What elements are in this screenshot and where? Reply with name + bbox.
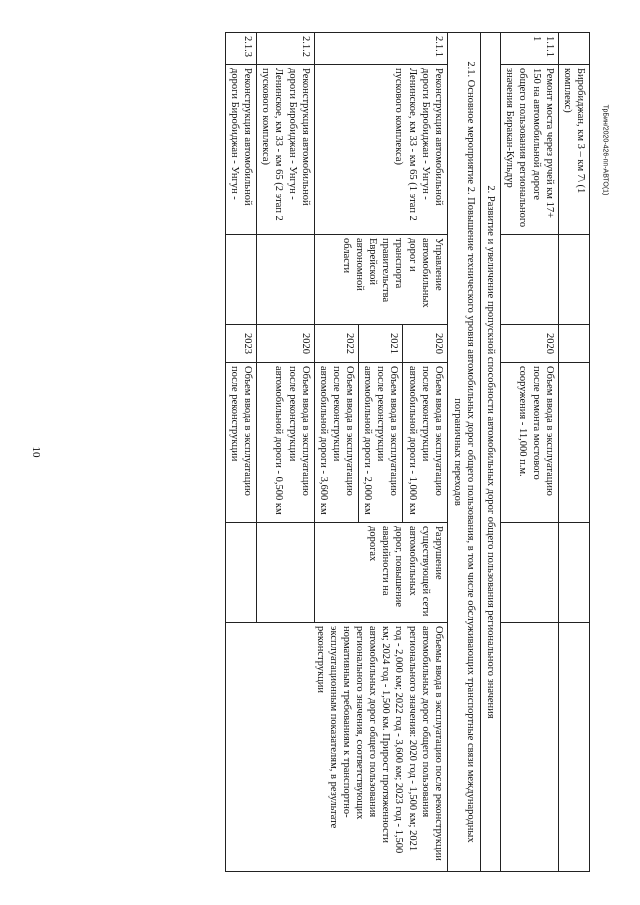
row-year: 2022 xyxy=(314,325,358,363)
row-name: Биробиджан, км 3 – км 7\ (1 комплекс) xyxy=(558,65,589,235)
table-row xyxy=(558,33,589,872)
row-name: Реконструкция автомобильной дороги Биробиджан - Унгун - Ленинское, км 33 - км 65 (2 этап 2 пускового комплекса) xyxy=(257,65,315,235)
row-code: 2.1.2 xyxy=(257,33,315,65)
row-consequence: Разрушение существующей сети автомобильных дорог, повышение аварийности на дорогах xyxy=(314,523,447,623)
row-indicator: Объем ввода в эксплуатацию после реконструкции xyxy=(226,363,257,523)
row-indicator: Объем ввода в эксплуатацию после реконструкции автомобильной дороги - 2,000 км xyxy=(359,363,403,523)
section-row xyxy=(447,33,480,872)
row-indicator: Объем ввода в эксплуатацию после ремонта мостового сооружения - 11,000 п.м. xyxy=(501,363,559,523)
row-year: 2020 xyxy=(403,325,447,363)
row-indicator: Объем ввода в эксплуатацию после реконструкции автомобильной дороги - 3,600 км xyxy=(314,363,358,523)
row-indicator: Объем ввода в эксплуатацию после реконструкции автомобильной дороги - 0,500 км xyxy=(257,363,315,523)
row-code: 1.1.11 xyxy=(501,33,559,65)
row-code: 2.1.1 xyxy=(314,33,447,65)
program-table xyxy=(225,32,590,872)
row-name: Ремонт моста через ручей км 17+ 150 на автомобильной дороге общего пользования регионального значения Биракан-Кульдур xyxy=(501,65,559,235)
row-name: Реконструкция автомобильной дороги Биробиджан - Унгун - xyxy=(226,65,257,235)
row-name: Реконструкция автомобильной дороги Биробиджан - Унгун - Ленинское, км 33 - км 65 (1 этап 2 пускового комплекса) xyxy=(314,65,447,235)
page-number: 10 xyxy=(30,446,42,458)
row-indicator: Объем ввода в эксплуатацию после реконструкции автомобильной дороги - 1,000 км xyxy=(403,363,447,523)
row-code: 2.1.3 xyxy=(226,33,257,65)
section-title: 2. Развитие и увеличение пропускной способности автомобильных дорог общего пользования регионального значения xyxy=(481,33,501,872)
row-executor: Управление автомобильных дорог и транспорта правительства Еврейской автономной области xyxy=(314,235,447,325)
row-year: 2021 xyxy=(359,325,403,363)
document-id: ТрБин/2020-426-пп-АВТО(1) xyxy=(601,104,609,196)
row-result: Объемы ввода в эксплуатацию после реконструкции автомобильных дорог общего пользования регионального значения: 2020 год - 1,500 км; 2021 год - 2,000 км; 2022 год - 3,600 км; 2023 год - 1,500 км; 2024 год - 1,500 км. Прирост протяженности автомобильных дорог общего пользования регионального значения, соответствующих нормативным требованиям к транспортно-эксплуатационным показателям, в результате реконструкции xyxy=(226,623,448,872)
rotated-table-sheet xyxy=(50,32,590,872)
section-row xyxy=(481,33,501,872)
table-row xyxy=(403,33,447,872)
table-row xyxy=(501,33,559,872)
row-year: 2020 xyxy=(501,325,559,363)
measure-title: 2.1. Основное мероприятие 2. Повышение технического уровня автомобильных дорог общего пользования, в том числе обслуживающих транспортные связи международных пограничных переходов xyxy=(447,33,480,872)
row-year: 2020 xyxy=(257,325,315,363)
row-year: 2023 xyxy=(226,325,257,363)
